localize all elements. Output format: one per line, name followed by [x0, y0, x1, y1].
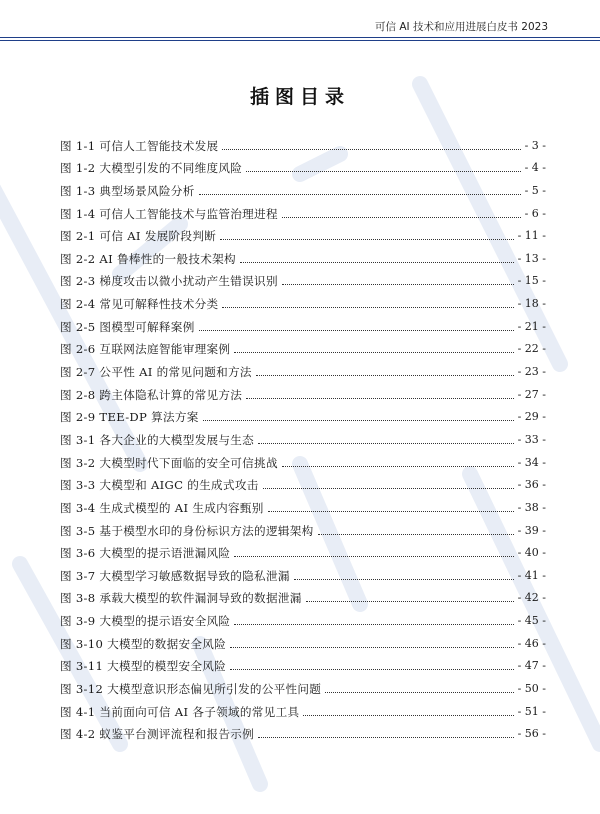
toc-entry-page: - 21 -	[517, 319, 546, 333]
dot-leader	[318, 534, 514, 535]
toc-entry-page: - 4 -	[524, 161, 546, 175]
toc-entry-page: - 18 -	[517, 297, 546, 311]
toc-entry-label: 图 3-7 大模型学习敏感数据导致的隐私泄漏	[60, 568, 290, 583]
dot-leader	[268, 511, 514, 512]
toc-entry-page: - 34 -	[517, 455, 546, 469]
dot-leader	[325, 692, 513, 693]
dot-leader	[258, 443, 514, 444]
toc-entry[interactable]	[60, 356, 546, 379]
toc-entry-page: - 11 -	[517, 229, 546, 243]
toc-entry[interactable]	[60, 515, 546, 538]
toc-entry[interactable]	[60, 583, 546, 606]
toc-entry[interactable]	[60, 628, 546, 651]
header-rule	[0, 37, 600, 38]
toc-entry-page: - 41 -	[517, 568, 546, 582]
toc-entry[interactable]	[60, 492, 546, 515]
toc-entry[interactable]	[60, 696, 546, 719]
toc-entry[interactable]	[60, 719, 546, 742]
toc-entry[interactable]	[60, 560, 546, 583]
toc-entry-page: - 40 -	[517, 546, 546, 560]
dot-leader	[199, 330, 514, 331]
toc-entry-label: 图 3-6 大模型的提示语泄漏风险	[60, 546, 231, 561]
toc-entry[interactable]	[60, 198, 546, 221]
dot-leader	[230, 647, 514, 648]
toc-entry-page: - 27 -	[517, 387, 546, 401]
toc-entry[interactable]	[60, 288, 546, 311]
header-rule-thin	[0, 40, 600, 41]
toc-entry-label: 图 4-2 蚁鉴平台测评流程和报告示例	[60, 727, 255, 742]
dot-leader	[258, 737, 514, 738]
page-header	[0, 0, 600, 44]
toc-entry-page: - 23 -	[517, 365, 546, 379]
toc-entry-page: - 6 -	[524, 206, 546, 220]
toc-entry-label: 图 2-1 可信 AI 发展阶段判断	[60, 229, 217, 244]
dot-leader	[240, 262, 514, 263]
dot-leader	[294, 579, 514, 580]
toc-entry-page: - 15 -	[517, 274, 546, 288]
toc-entry-label: 图 2-9 TEE-DP 算法方案	[60, 410, 199, 425]
dot-leader	[230, 669, 514, 670]
toc-entry-label: 图 3-4 生成式模型的 AI 生成内容甄别	[60, 500, 264, 515]
toc-entry[interactable]	[60, 153, 546, 176]
toc-entry[interactable]	[60, 424, 546, 447]
toc-entry-page: - 36 -	[517, 478, 546, 492]
toc-entry[interactable]	[60, 243, 546, 266]
toc-entry-label: 图 3-1 各大企业的大模型发展与生态	[60, 432, 255, 447]
dot-leader	[282, 466, 514, 467]
toc-entry-label: 图 2-8 跨主体隐私计算的常见方法	[60, 387, 243, 402]
toc-entry-page: - 5 -	[524, 183, 546, 197]
toc-entry-label: 图 3-12 大模型意识形态偏见所引发的公平性问题	[60, 682, 322, 697]
toc-entry-label: 图 3-9 大模型的提示语安全风险	[60, 614, 231, 629]
toc-entry[interactable]	[60, 175, 546, 198]
toc-entry[interactable]	[60, 334, 546, 357]
dot-leader	[222, 307, 513, 308]
toc-entry-page: - 38 -	[517, 500, 546, 514]
toc-entry-label: 图 1-4 可信人工智能技术与监管治理进程	[60, 206, 278, 221]
toc-entry-label: 图 1-2 大模型引发的不同维度风险	[60, 161, 243, 176]
dot-leader	[222, 149, 520, 150]
toc-entry[interactable]	[60, 651, 546, 674]
toc-entry-page: - 33 -	[517, 432, 546, 446]
dot-leader	[256, 375, 514, 376]
toc-entry-label: 图 3-3 大模型和 AIGC 的生成式攻击	[60, 478, 259, 493]
dot-leader	[282, 284, 514, 285]
toc-entry-label: 图 3-10 大模型的数据安全风险	[60, 636, 227, 651]
toc-entry-page: - 45 -	[517, 614, 546, 628]
dot-leader	[246, 171, 520, 172]
dot-leader	[199, 194, 521, 195]
toc-entry[interactable]	[60, 311, 546, 334]
toc-entry-label: 图 3-5 基于模型水印的身份标识方法的逻辑架构	[60, 523, 314, 538]
toc-entry[interactable]	[60, 130, 546, 153]
dot-leader	[263, 488, 514, 489]
toc-entry-label: 图 2-6 互联网法庭智能审理案例	[60, 342, 231, 357]
toc-entry-page: - 46 -	[517, 636, 546, 650]
toc-entry-page: - 22 -	[517, 342, 546, 356]
toc-entry[interactable]	[60, 221, 546, 244]
toc-entry[interactable]	[60, 402, 546, 425]
dot-leader	[234, 352, 513, 353]
toc-entry[interactable]	[60, 605, 546, 628]
toc-entry-page: - 56 -	[517, 727, 546, 741]
dot-leader	[220, 239, 513, 240]
toc-entry-label: 图 3-11 大模型的模型安全风险	[60, 659, 227, 674]
page-title: 插图目录	[249, 86, 350, 108]
toc-entry-page: - 51 -	[517, 704, 546, 718]
toc-entry-label: 图 2-5 图模型可解释案例	[60, 319, 195, 334]
toc-entry-label: 图 2-4 常见可解释性技术分类	[60, 297, 219, 312]
figure-list	[60, 130, 546, 741]
dot-leader	[246, 398, 513, 399]
toc-entry-page: - 42 -	[517, 591, 546, 605]
toc-entry[interactable]	[60, 673, 546, 696]
toc-entry[interactable]	[60, 538, 546, 561]
toc-entry-page: - 39 -	[517, 523, 546, 537]
toc-entry-label: 图 3-8 承载大模型的软件漏洞导致的数据泄漏	[60, 591, 302, 606]
toc-entry[interactable]	[60, 447, 546, 470]
dot-leader	[203, 420, 514, 421]
dot-leader	[303, 715, 513, 716]
toc-entry[interactable]	[60, 266, 546, 289]
header-title: 可信 AI 技术和应用进展白皮书 2023	[374, 21, 548, 33]
toc-entry-label: 图 3-2 大模型时代下面临的安全可信挑战	[60, 455, 278, 470]
toc-entry-label: 图 2-3 梯度攻击以微小扰动产生错误识别	[60, 274, 278, 289]
toc-entry-page: - 50 -	[517, 682, 546, 696]
toc-entry[interactable]	[60, 379, 546, 402]
dot-leader	[282, 217, 521, 218]
dot-leader	[234, 556, 513, 557]
toc-entry-label: 图 1-1 可信人工智能技术发展	[60, 138, 219, 153]
toc-entry-page: - 29 -	[517, 410, 546, 424]
dot-leader	[234, 624, 513, 625]
toc-entry-page: - 13 -	[517, 251, 546, 265]
toc-entry-label: 图 4-1 当前面向可信 AI 各子领域的常见工具	[60, 704, 300, 719]
toc-entry[interactable]	[60, 470, 546, 493]
dot-leader	[306, 601, 514, 602]
toc-entry-page: - 3 -	[524, 138, 546, 152]
toc-entry-label: 图 2-2 AI 鲁棒性的一般技术架构	[60, 251, 236, 266]
toc-entry-label: 图 2-7 公平性 AI 的常见问题和方法	[60, 365, 252, 380]
toc-entry-page: - 47 -	[517, 659, 546, 673]
toc-entry-label: 图 1-3 典型场景风险分析	[60, 183, 195, 198]
